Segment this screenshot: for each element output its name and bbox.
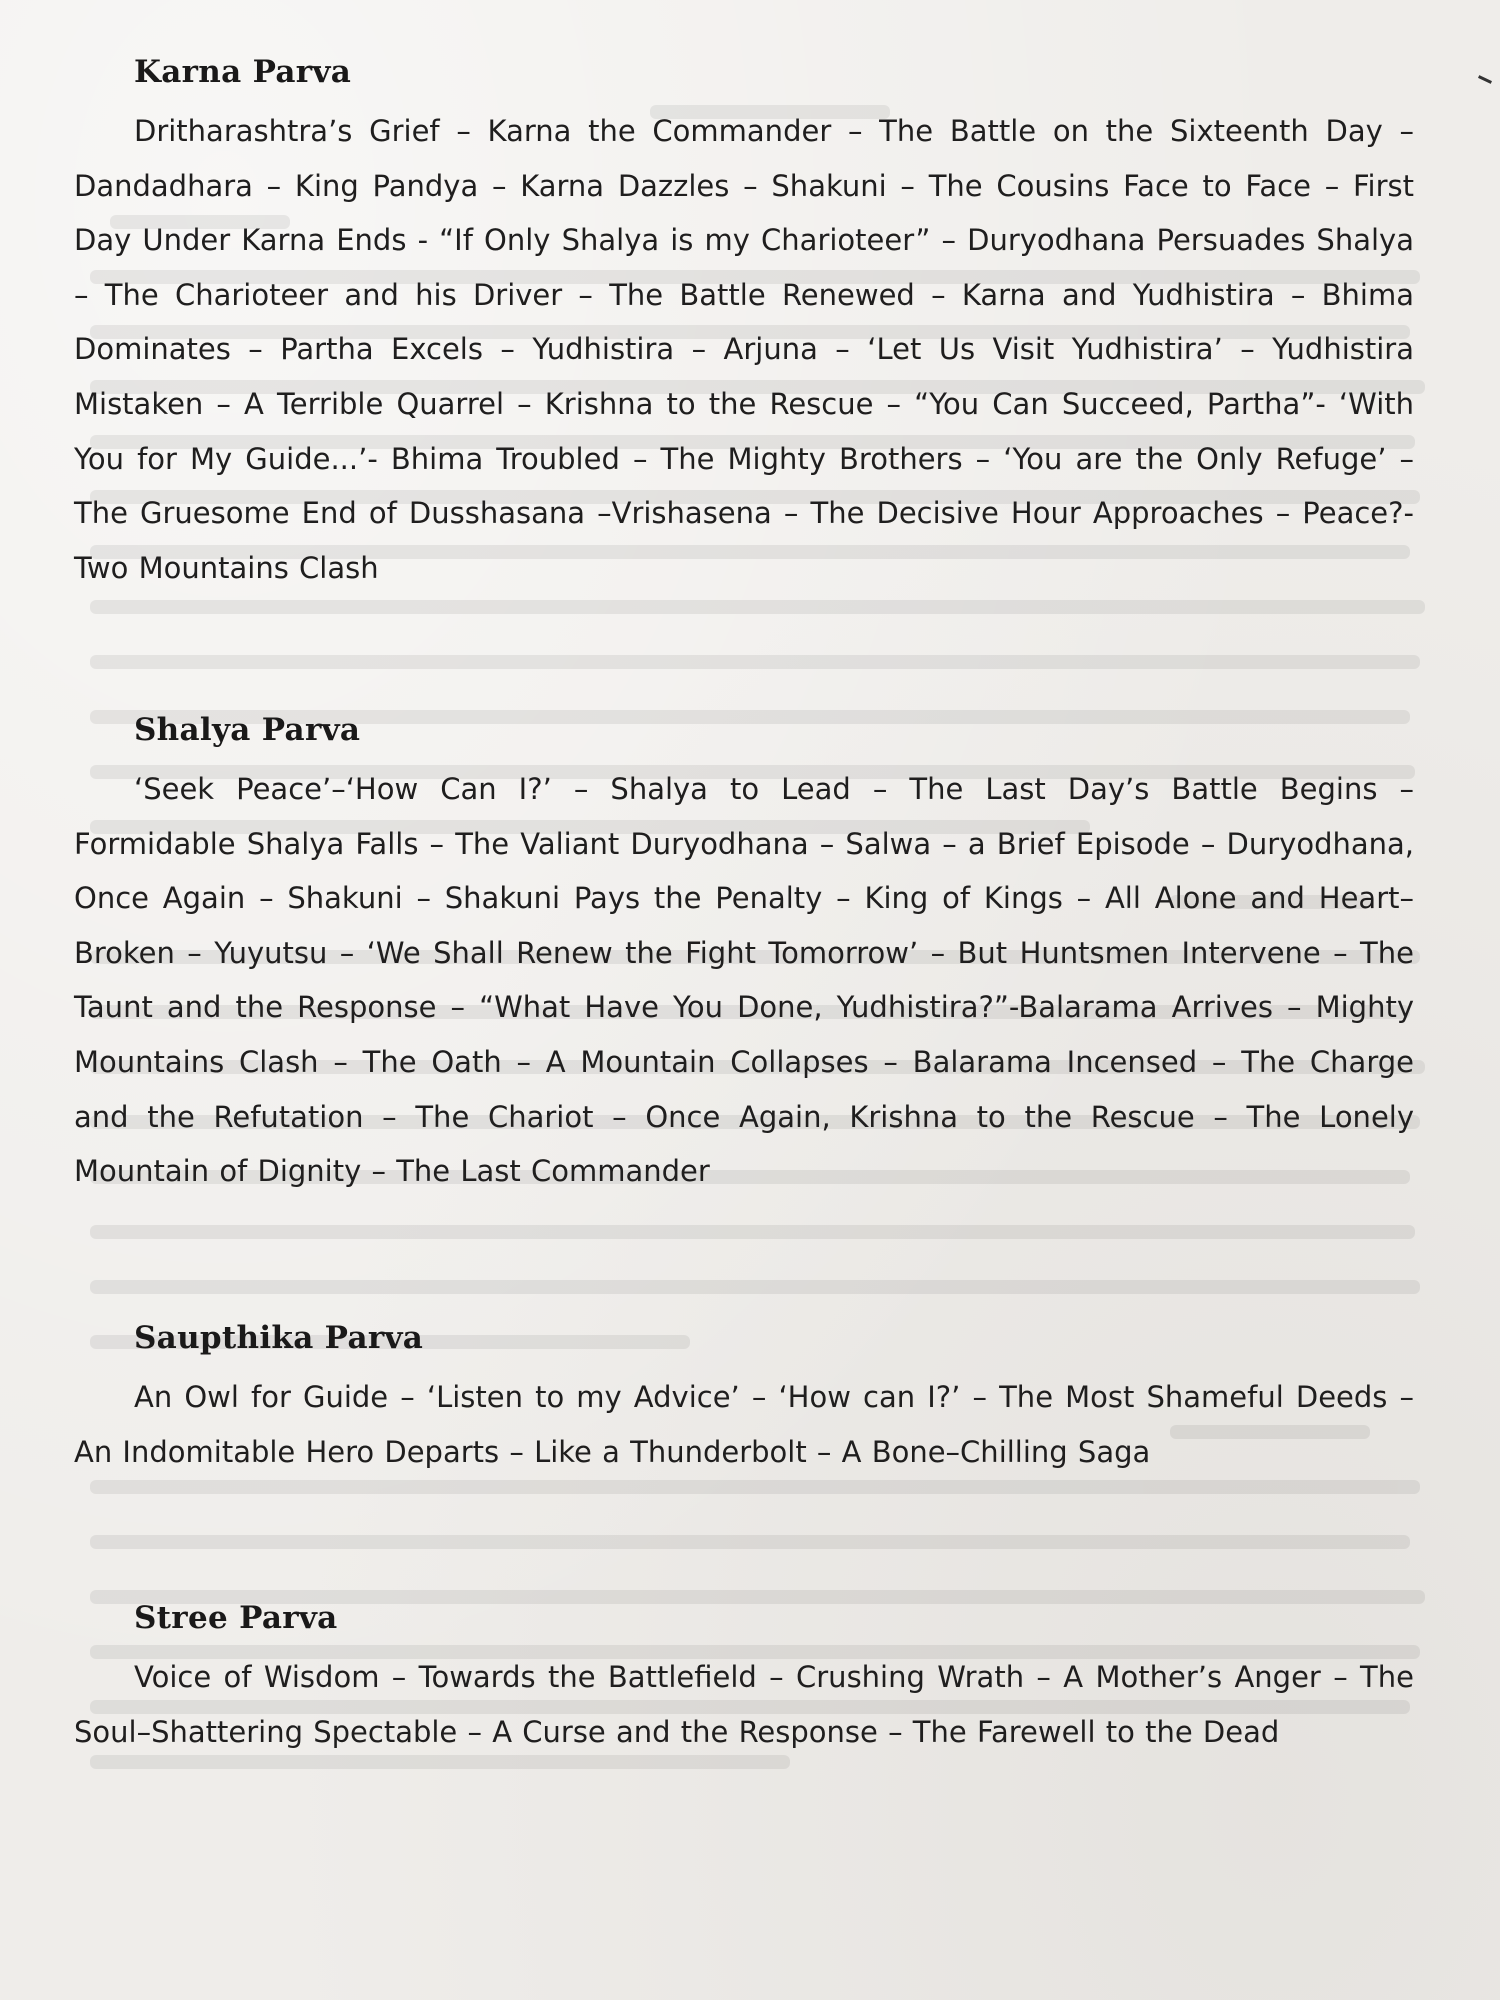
- section-heading: Saupthika Parva: [134, 1320, 424, 1356]
- section-body: Dritharashtra’s Grief – Karna the Commander – The Battle on the Sixteenth Day – Dandadhara – King Pandya – Karna Dazzles – Shakuni – The Cousins Face to Face – First Day Under Karna Ends - “If Only Shalya is my Charioteer” – Duryodhana Persuades Shalya – The Charioteer and his Driver – The Battle Renewed – Karna and Yudhistira – Bhima Dominates – Partha Excels – Yudhistira – Arjuna – ‘Let Us Visit Yudhistira’ – Yudhistira Mistaken – A Terrible Quarrel – Krishna to the Rescue – “You Can Succeed, Partha”- ‘With You for My Guide...’- Bhima Troubled – The Mighty Brothers – ‘You are the Only Refuge’ – The Gruesome End of Dusshasana –Vrishasena – The Decisive Hour Approaches – Peace?- Two Mountains Clash: [74, 114, 1414, 585]
- section-heading: Karna Parva: [134, 54, 352, 90]
- section-heading: Shalya Parva: [134, 712, 361, 748]
- section-body: An Owl for Guide – ‘Listen to my Advice’ – ‘How can I?’ – The Most Shameful Deeds – An Indomitable Hero Departs – Like a Thunderbolt – A Bone–Chilling Saga: [74, 1380, 1414, 1469]
- section-saupthika-parva: [74, 1318, 1414, 1479]
- page-edge-mark: [1478, 75, 1492, 84]
- section-karna-parva: [74, 52, 1414, 595]
- section-heading: Stree Parva: [134, 1600, 338, 1636]
- section-shalya-parva: [74, 710, 1414, 1199]
- section-body: Voice of Wisdom – Towards the Battlefield – Crushing Wrath – A Mother’s Anger – The Soul–Shattering Spectable – A Curse and the Response – The Farewell to the Dead: [74, 1660, 1414, 1749]
- section-stree-parva: [74, 1598, 1414, 1759]
- section-body: ‘Seek Peace’–‘How Can I?’ – Shalya to Lead – The Last Day’s Battle Begins – Formidable Shalya Falls – The Valiant Duryodhana – Salwa – a Brief Episode – Duryodhana, Once Again – Shakuni – Shakuni Pays the Penalty – King of Kings – All Alone and Heart–Broken – Yuyutsu – ‘We Shall Renew the Fight Tomorrow’ – But Huntsmen Intervene – The Taunt and the Response – “What Have You Done, Yudhistira?”-Balarama Arrives – Mighty Mountains Clash – The Oath – A Mountain Collapses – Balarama Incensed – The Charge and the Refutation – The Chariot – Once Again, Krishna to the Rescue – The Lonely Mountain of Dignity – The Last Commander: [74, 772, 1414, 1189]
